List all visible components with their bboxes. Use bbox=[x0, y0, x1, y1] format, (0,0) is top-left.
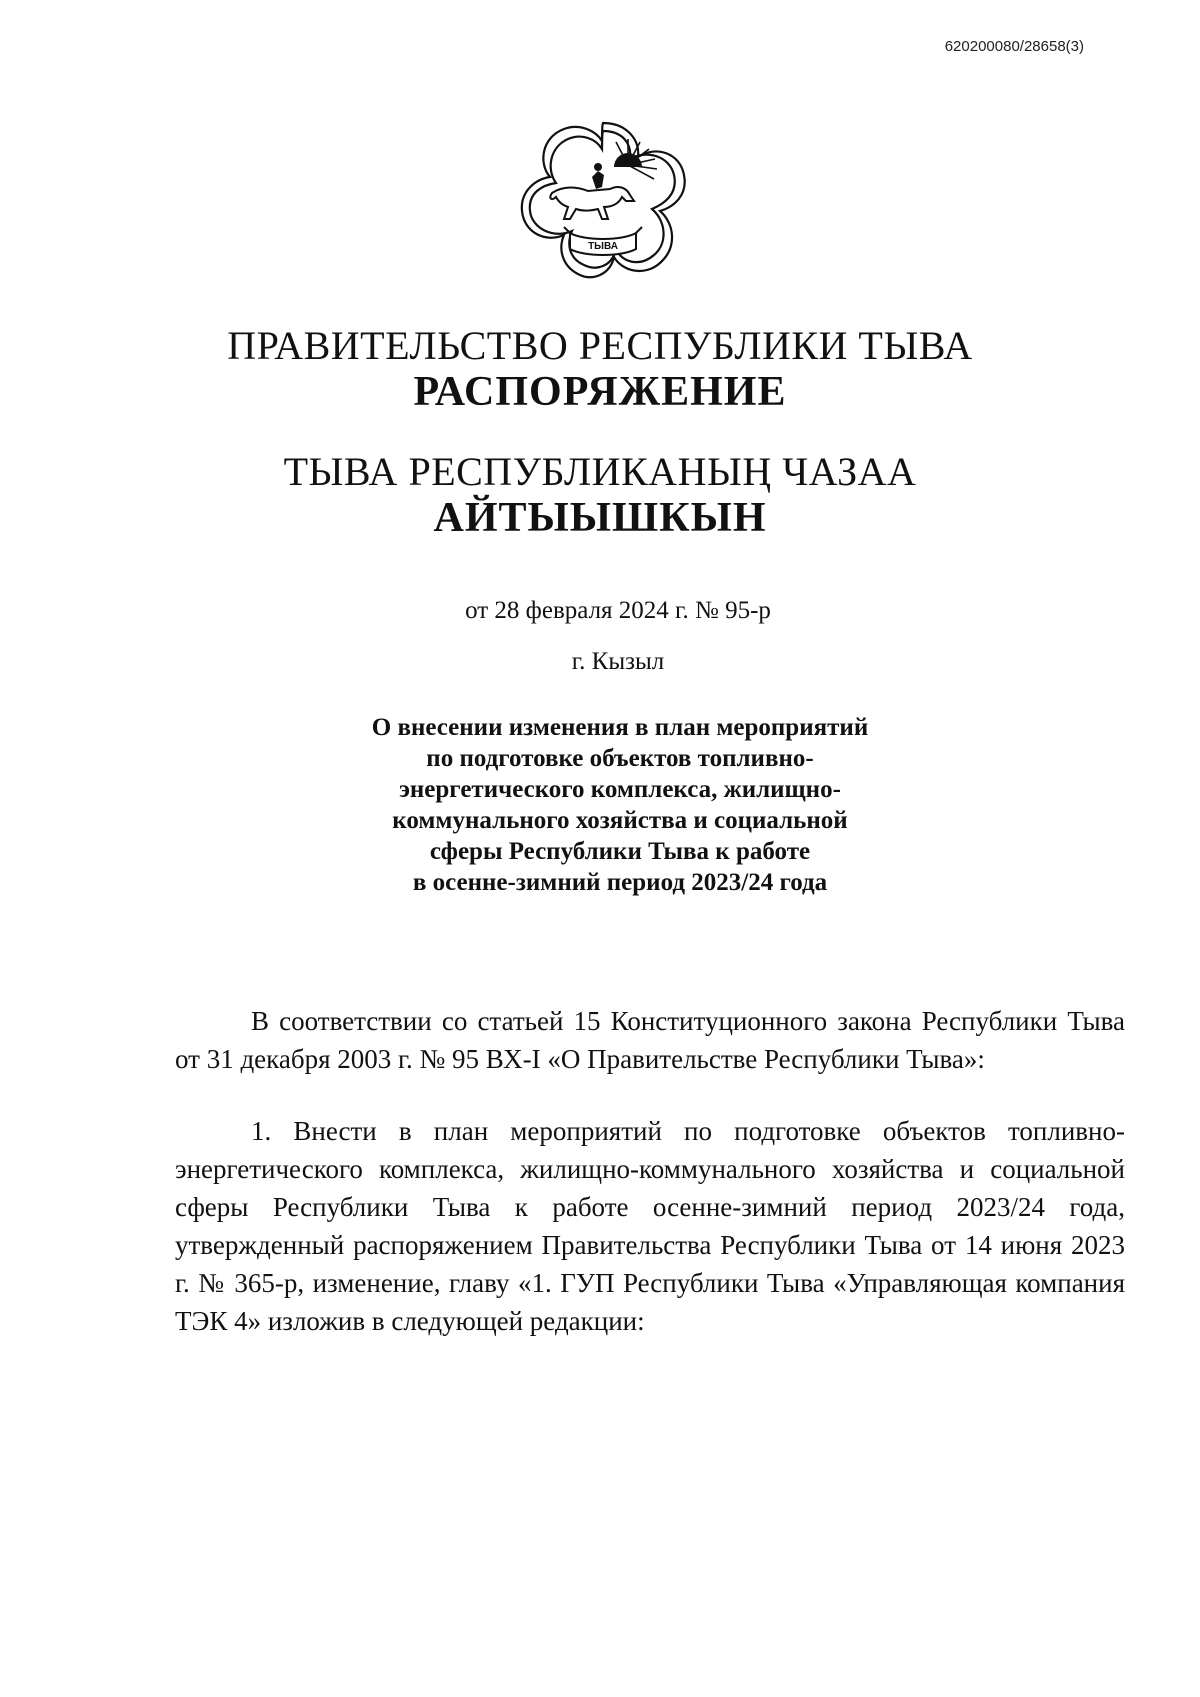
order-title-ru: РАСПОРЯЖЕНИЕ bbox=[413, 369, 787, 415]
preamble-paragraph: В соответствии со статьей 15 Конституционного закона Республики Тыва от 31 декабря 2003 г. № 95 ВХ-I «О Правительстве Республики Тыва»: bbox=[175, 1006, 1125, 1074]
order-title-tuv: АЙТЫЫШКЫН bbox=[433, 495, 767, 541]
clause-1-paragraph: 1. Внести в план мероприятий по подготовке объектов топливно-энергетического комплекса, жилищно-коммунального хозяйства и социальной сферы Республики Тыва к работе осенне-зимний период 2023/24 года, утвержденный распоряжением Правительства Республики Тыва от 14 июня 2023 г. № 365-р, изменение, главу «1. ГУП Республики Тыва «Управляющая компания ТЭК 4» изложив в следующей редакции: bbox=[175, 1116, 1125, 1336]
subject-line: коммунального хозяйства и социальной bbox=[392, 807, 848, 834]
city: г. Кызыл bbox=[571, 648, 665, 675]
subject-line: энергетического комплекса, жилищно- bbox=[399, 776, 841, 803]
tuva-coat-of-arms-icon bbox=[518, 115, 688, 285]
document-subject bbox=[320, 712, 920, 898]
date-and-number: от 28 февраля 2024 г. № 95-р bbox=[465, 597, 771, 624]
emblem-banner-text: ТЫВА bbox=[588, 241, 618, 252]
government-title-tuv: ТЫВА РЕСПУБЛИКАНЫҢ ЧАЗАА bbox=[283, 449, 917, 494]
subject-line: в осенне-зимний период 2023/24 года bbox=[412, 869, 828, 896]
subject-line: по подготовке объектов топливно- bbox=[426, 745, 814, 772]
document-id: 620200080/28658(3) bbox=[944, 38, 1084, 55]
subject-line: О внесении изменения в план мероприятий bbox=[371, 714, 869, 741]
government-title-ru: ПРАВИТЕЛЬСТВО РЕСПУБЛИКИ ТЫВА bbox=[227, 323, 973, 368]
subject-line: сферы Республики Тыва к работе bbox=[429, 838, 811, 865]
